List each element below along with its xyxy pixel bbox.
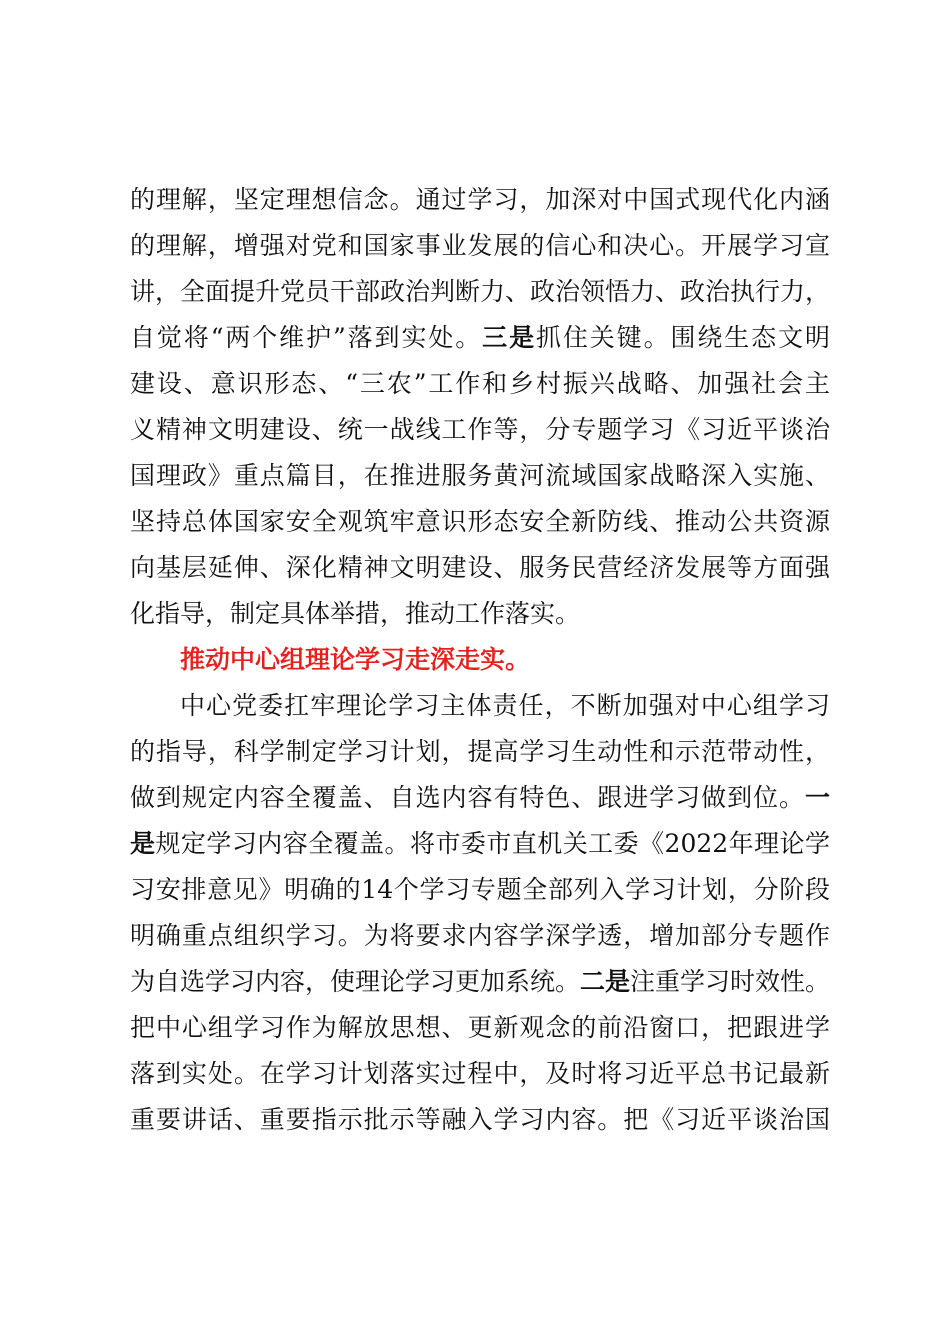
section-heading: 推动中心组理论学习走深走实。	[180, 645, 531, 674]
para1-line-5: 建设、意识形态、“三农”工作和乡村振兴战略、加强社会主	[130, 369, 830, 398]
emphasis-yi: 一	[804, 783, 830, 812]
para2-line-7-text-a: 为自选学习内容，使理论学习更加系统。	[130, 967, 581, 996]
para1-line-9: 向基层延伸、深化精神文明建设、服务民营经济发展等方面强	[130, 553, 830, 582]
para2-line-8: 把中心组学习作为解放思想、更新观念的前沿窗口，把跟进学	[130, 1013, 830, 1042]
para2-line-1: 中心党委扛牢理论学习主体责任，不断加强对中心组学习	[180, 691, 830, 720]
para2-line-6: 明确重点组织学习。为将要求内容学深学透，增加部分专题作	[130, 921, 830, 950]
para2-line-7	[130, 962, 830, 1002]
para1-line-6: 义精神文明建设、统一战线工作等，分专题学习《习近平谈治	[130, 415, 830, 444]
para1-line-8: 坚持总体国家安全观筑牢意识形态安全新防线、推动公共资源	[130, 507, 830, 536]
para2-line-9: 落到实处。在学习计划落实过程中，及时将习近平总书记最新	[130, 1059, 830, 1088]
emphasis-er-shi: 二是	[580, 967, 631, 996]
para1-line-4-text-a: 自觉将“两个维护”落到实处。	[130, 323, 483, 352]
para1-line-7: 国理政》重点篇目，在推进服务黄河流域国家战略深入实施、	[130, 461, 830, 490]
para2-line-4	[130, 824, 830, 864]
para2-line-10: 重要讲话、重要指示批示等融入学习内容。把《习近平谈治国	[130, 1105, 830, 1134]
para2-line-2: 的指导，科学制定学习计划，提高学习生动性和示范带动性，	[130, 737, 830, 766]
para1-line-3: 讲，全面提升党员干部政治判断力、政治领悟力、政治执行力，	[130, 277, 831, 306]
para2-line-3-text-a: 做到规定内容全覆盖、自选内容有特色、跟进学习做到位。	[130, 783, 805, 812]
para1-line-10: 化指导，制定具体举措，推动工作落实。	[130, 599, 581, 628]
para2-line-4-text-b: 规定学习内容全覆盖。将市委市直机关工委《2022年理论学	[155, 829, 830, 858]
para1-line-2: 的理解，增强对党和国家事业发展的信心和决心。开展学习宣	[130, 231, 830, 260]
para2-line-7-text-c: 注重学习时效性。	[630, 967, 831, 996]
para2-line-5: 习安排意见》明确的14个学习专题全部列入学习计划，分阶段	[130, 875, 830, 904]
para1-line-4	[130, 318, 830, 358]
emphasis-shi: 是	[130, 829, 156, 858]
para1-line-4-text-c: 抓住关键。围绕生态文明	[535, 323, 830, 352]
emphasis-san-shi: 三是	[482, 323, 536, 352]
para1-line-1: 的理解，坚定理想信念。通过学习，加深对中国式现代化内涵	[130, 185, 830, 214]
para2-line-3	[130, 778, 830, 818]
